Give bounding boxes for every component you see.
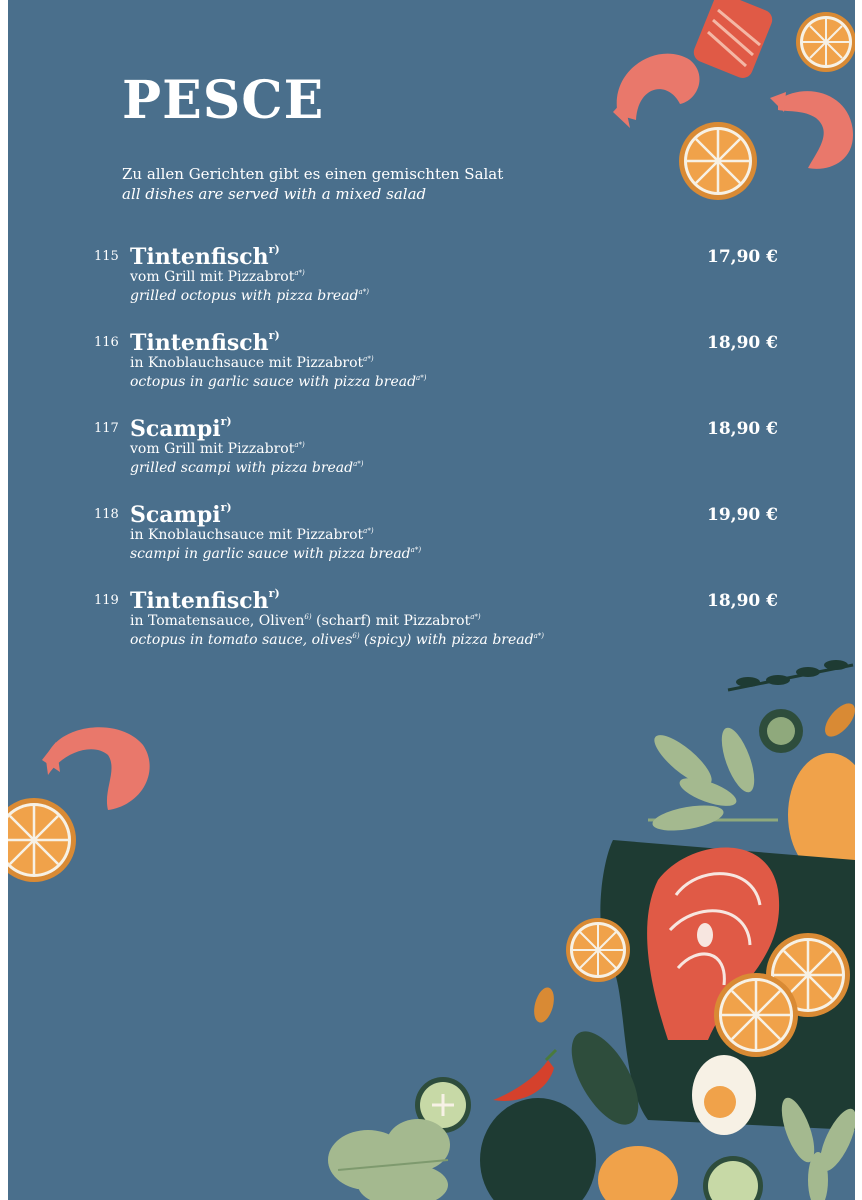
allergen-marker: a*) <box>470 613 481 621</box>
item-description-de: vom Grill mit Pizzabrot$^{a*)}$ <box>130 269 305 285</box>
item-price: 17,90 € <box>707 247 778 267</box>
item-description-de: in Knoblauchsauce mit Pizzabrot$^{a*)}$ <box>130 527 374 543</box>
lemon-icon <box>598 1146 678 1200</box>
intro-de: Zu allen Gerichten gibt es einen gemischten Salat <box>122 165 504 183</box>
intro-text <box>122 164 503 204</box>
allergen-marker: 6) <box>304 613 312 621</box>
item-price: 18,90 € <box>707 591 778 611</box>
orange-slice-icon <box>566 918 630 982</box>
allergen-marker: a*) <box>353 460 364 468</box>
item-description-en: scampi in garlic sauce with pizza bread$^{a*)}$ <box>130 546 422 562</box>
item-name: Tintenfisch$^{r)}$ <box>130 243 280 270</box>
item-description-en: grilled scampi with pizza bread$^{a*)}$ <box>130 460 364 476</box>
allergen-marker: 6) <box>352 632 360 640</box>
item-price: 19,90 € <box>707 505 778 525</box>
salmon-fillet-icon <box>691 0 775 81</box>
allergen-marker: a*) <box>294 269 305 277</box>
item-number: 115 <box>94 249 119 264</box>
allergen-marker: r) <box>268 329 280 342</box>
allergen-marker: r) <box>268 243 280 256</box>
cucumber-slice-icon <box>703 1156 763 1200</box>
item-description-de: vom Grill mit Pizzabrot$^{a*)}$ <box>130 441 305 457</box>
item-description-de: in Knoblauchsauce mit Pizzabrot$^{a*)}$ <box>130 355 374 371</box>
orange-slice-icon <box>8 798 76 882</box>
herb-leaf-icon <box>328 1119 450 1200</box>
allergen-marker: a*) <box>358 288 369 296</box>
shrimp-icon <box>770 91 853 169</box>
item-number: 116 <box>94 335 119 350</box>
brussels-sprout-icon <box>759 709 803 753</box>
item-name: Scampi$^{r)}$ <box>130 501 232 528</box>
chili-icon <box>493 1050 556 1101</box>
page-title: PESCE <box>122 70 325 131</box>
item-price: 18,90 € <box>707 333 778 353</box>
allergen-marker: a*) <box>294 441 305 449</box>
item-description-en: grilled octopus with pizza bread$^{a*)}$ <box>130 288 369 304</box>
item-description-en: octopus in tomato sauce, olives$^{6)}$ (spicy) with pizza bread$^{a*)}$ <box>130 632 544 648</box>
allergen-marker: r) <box>220 501 232 514</box>
allergen-marker: a*) <box>363 355 374 363</box>
orange-slice-icon <box>679 122 757 200</box>
allergen-marker: r) <box>220 415 232 428</box>
item-number: 119 <box>94 593 119 608</box>
avocado-icon <box>480 1098 596 1200</box>
item-description-de: in Tomatensauce, Oliven$^{6)}$ (scharf) mit Pizzabrot$^{a*)}$ <box>130 613 481 629</box>
allergen-marker: a*) <box>410 546 422 554</box>
intro-en: all dishes are served with a mixed salad <box>122 185 427 203</box>
menu-page <box>8 0 855 1200</box>
item-name: Scampi$^{r)}$ <box>130 415 232 442</box>
allergen-marker: r) <box>268 587 280 600</box>
item-name: Tintenfisch$^{r)}$ <box>130 587 280 614</box>
shrimp-icon <box>42 727 150 810</box>
item-price: 18,90 € <box>707 419 778 439</box>
herb-leaf-icon <box>648 724 778 835</box>
shrimp-icon <box>613 54 699 128</box>
allergen-marker: a*) <box>416 374 427 382</box>
egg-icon <box>692 1055 756 1135</box>
herb-sprig-icon <box>728 660 853 690</box>
item-description-en: octopus in garlic sauce with pizza bread$^{a*)}$ <box>130 374 427 390</box>
orange-slice-icon <box>714 973 798 1057</box>
allergen-marker: a*) <box>533 632 544 640</box>
orange-slice-icon <box>796 12 855 72</box>
item-name: Tintenfisch$^{r)}$ <box>130 329 280 356</box>
almond-icon <box>819 698 855 741</box>
allergen-marker: a*) <box>363 527 374 535</box>
almond-icon <box>531 985 558 1024</box>
item-number: 117 <box>94 421 119 436</box>
item-number: 118 <box>94 507 119 522</box>
